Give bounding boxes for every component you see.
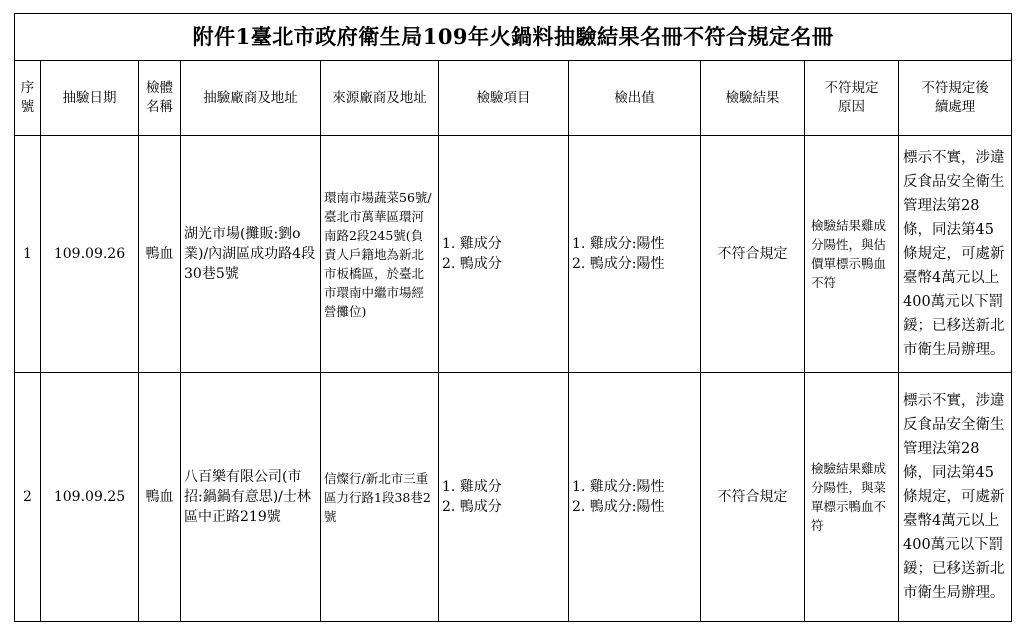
items-cell [439, 373, 569, 622]
sample-cell: 鴨血 [139, 373, 181, 622]
header-detected: 檢出值 [569, 61, 701, 136]
header-sample: 檢體名稱 [139, 61, 181, 136]
header-followup: 不符規定後續處理 [899, 61, 1012, 136]
reason-cell: 檢驗結果雞成分陽性，與菜單標示鴨血不符 [805, 373, 899, 622]
table-row [15, 373, 1012, 622]
header-reason: 不符規定原因 [805, 61, 899, 136]
followup-cell: 標示不實，涉違反食品安全衛生管理法第28條，同法第45條規定，可處新臺幣4萬元以上400萬元以下罰鍰；已移送新北市衛生局辦理。 [899, 373, 1012, 622]
item-line: 2. 鴨成分 [442, 256, 502, 272]
source-vendor-cell: 信燦行/新北市三重區力行路1段38巷2號 [321, 373, 439, 622]
date-cell: 109.09.25 [41, 373, 139, 622]
detected-cell [569, 136, 701, 373]
header-seq: 序號 [15, 61, 41, 136]
sampled-vendor-cell: 八百樂有限公司(市招:鍋鍋有意思)/士林區中正路219號 [181, 373, 321, 622]
sample-cell: 鴨血 [139, 136, 181, 373]
table-row [15, 136, 1012, 373]
header-source-vendor: 來源廠商及地址 [321, 61, 439, 136]
document-page [14, 13, 1011, 623]
result-cell: 不符合規定 [701, 136, 805, 373]
header-sampled-vendor: 抽驗廠商及地址 [181, 61, 321, 136]
source-vendor-cell: 環南市場蔬菜56號/臺北市萬華區環河南路2段245號(負責人戶籍地為新北市板橋區，於臺北市環南中繼市場經營攤位) [321, 136, 439, 373]
detected-line: 1. 雞成分:陽性 [572, 236, 665, 252]
detected-line: 2. 鴨成分:陽性 [572, 499, 665, 515]
followup-cell: 標示不實，涉違反食品安全衛生管理法第28條，同法第45條規定，可處新臺幣4萬元以上400萬元以下罰鍰；已移送新北市衛生局辦理。 [899, 136, 1012, 373]
table-title: 附件1臺北市政府衛生局109年火鍋料抽驗結果名冊不符合規定名冊 [15, 14, 1012, 61]
seq-cell: 2 [15, 373, 41, 622]
header-result: 檢驗結果 [701, 61, 805, 136]
item-line: 1. 雞成分 [442, 236, 502, 252]
header-date: 抽驗日期 [41, 61, 139, 136]
results-table [14, 13, 1012, 622]
result-cell: 不符合規定 [701, 373, 805, 622]
detected-cell [569, 373, 701, 622]
reason-cell: 檢驗結果雞成分陽性，與估價單標示鴨血不符 [805, 136, 899, 373]
items-cell [439, 136, 569, 373]
seq-cell: 1 [15, 136, 41, 373]
item-line: 1. 雞成分 [442, 479, 502, 495]
detected-line: 1. 雞成分:陽性 [572, 479, 665, 495]
sampled-vendor-cell: 湖光市場(攤販:劉o業)/內湖區成功路4段30巷5號 [181, 136, 321, 373]
detected-line: 2. 鴨成分:陽性 [572, 256, 665, 272]
header-items: 檢驗項目 [439, 61, 569, 136]
header-row [15, 61, 1012, 136]
item-line: 2. 鴨成分 [442, 499, 502, 515]
date-cell: 109.09.26 [41, 136, 139, 373]
